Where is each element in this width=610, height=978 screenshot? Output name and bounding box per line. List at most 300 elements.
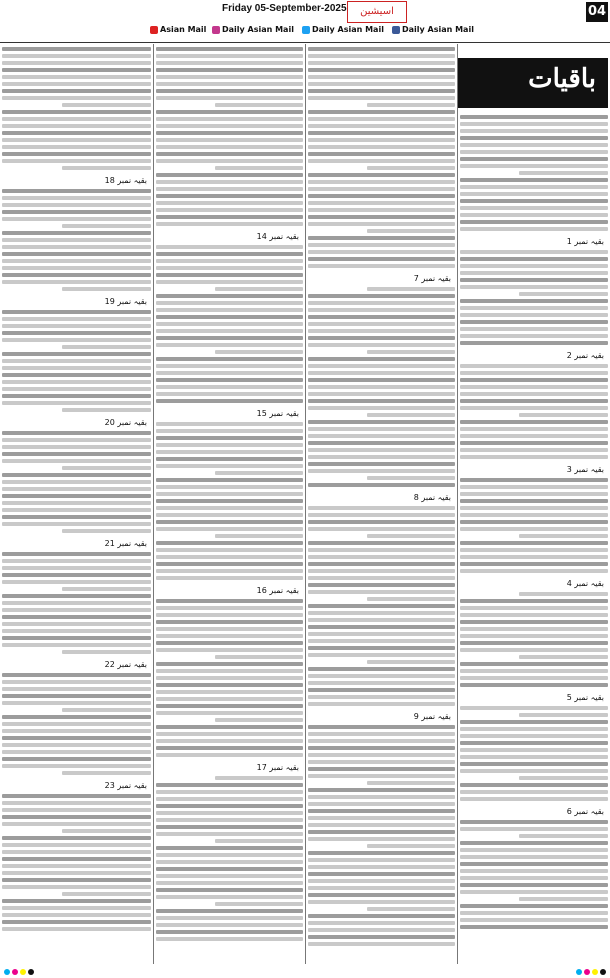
text-line — [460, 129, 608, 133]
text-line — [460, 427, 608, 431]
text-line — [156, 301, 303, 305]
text-line — [156, 704, 303, 708]
text-line — [460, 620, 608, 624]
text-line — [156, 194, 303, 198]
text-line — [308, 124, 455, 128]
text-line — [2, 750, 151, 754]
text-line — [460, 862, 608, 866]
text-line — [460, 271, 608, 275]
text-line — [308, 583, 455, 587]
text-line — [156, 294, 303, 298]
article-column-3 — [156, 44, 303, 964]
text-line — [460, 918, 608, 922]
text-line — [156, 520, 303, 524]
text-line — [460, 683, 608, 687]
text-line — [308, 681, 455, 685]
text-line — [2, 927, 151, 931]
text-line — [156, 443, 303, 447]
text-line — [308, 250, 455, 254]
text-line — [460, 841, 608, 845]
text-line — [156, 648, 303, 652]
text-line — [308, 322, 455, 326]
text-line — [519, 655, 608, 659]
text-line — [2, 131, 151, 135]
text-line — [308, 604, 455, 608]
text-line — [156, 315, 303, 319]
social-facebook[interactable]: Daily Asian Mail — [392, 23, 474, 37]
text-line — [460, 313, 608, 317]
text-line — [308, 201, 455, 205]
text-line — [156, 853, 303, 857]
continuation-subheading: بقیہ نمبر 9 — [413, 712, 451, 721]
text-line — [460, 706, 608, 710]
text-line — [308, 702, 455, 706]
text-line — [2, 196, 151, 200]
text-line — [460, 492, 608, 496]
text-line — [156, 527, 303, 531]
text-line — [215, 534, 303, 538]
text-line — [2, 138, 151, 142]
text-line — [156, 457, 303, 461]
text-line — [308, 935, 455, 939]
text-line — [2, 843, 151, 847]
text-line — [308, 187, 455, 191]
text-line — [2, 331, 151, 335]
text-line — [2, 794, 151, 798]
text-line — [308, 802, 455, 806]
continuation-subheading: بقیہ نمبر 16 — [256, 586, 299, 595]
text-line — [156, 506, 303, 510]
text-line — [2, 808, 151, 812]
text-line — [308, 68, 455, 72]
text-line — [156, 399, 303, 403]
text-line — [62, 103, 151, 107]
text-line — [460, 606, 608, 610]
text-line — [156, 555, 303, 559]
text-line — [156, 385, 303, 389]
text-line — [156, 818, 303, 822]
newspaper-logo: اسیشین — [347, 1, 407, 23]
text-line — [308, 725, 455, 729]
text-line — [2, 508, 151, 512]
text-line — [2, 913, 151, 917]
text-line — [308, 469, 455, 473]
text-line — [62, 587, 151, 591]
text-line — [2, 47, 151, 51]
text-line — [2, 152, 151, 156]
text-line — [308, 513, 455, 517]
continuation-subheading: بقیہ نمبر 22 — [104, 660, 147, 669]
text-line — [62, 466, 151, 470]
text-line — [62, 892, 151, 896]
text-line — [367, 103, 455, 107]
text-line — [308, 483, 455, 487]
text-line — [308, 618, 455, 622]
text-line — [156, 245, 303, 249]
section-title: باقیات — [528, 64, 596, 94]
text-line — [460, 569, 608, 573]
text-line — [460, 341, 608, 345]
text-line — [2, 722, 151, 726]
text-line — [460, 364, 608, 368]
text-line — [308, 180, 455, 184]
text-line — [367, 413, 455, 417]
text-line — [156, 464, 303, 468]
text-line — [460, 227, 608, 231]
text-line — [156, 874, 303, 878]
text-line — [308, 54, 455, 58]
text-line — [308, 329, 455, 333]
text-line — [308, 47, 455, 51]
text-line — [308, 61, 455, 65]
text-line — [2, 573, 151, 577]
text-line — [156, 336, 303, 340]
text-line — [460, 420, 608, 424]
text-line — [156, 280, 303, 284]
text-line — [460, 562, 608, 566]
text-line — [156, 61, 303, 65]
text-line — [2, 189, 151, 193]
text-line — [460, 320, 608, 324]
text-line — [460, 520, 608, 524]
text-line — [156, 937, 303, 941]
text-line — [2, 608, 151, 612]
text-line — [2, 629, 151, 633]
text-line — [2, 431, 151, 435]
text-line — [460, 299, 608, 303]
text-line — [367, 597, 455, 601]
text-line — [156, 669, 303, 673]
text-line — [156, 429, 303, 433]
text-line — [308, 879, 455, 883]
text-line — [156, 725, 303, 729]
text-line — [460, 257, 608, 261]
text-line — [460, 555, 608, 559]
text-line — [460, 848, 608, 852]
section-banner — [458, 58, 608, 108]
text-line — [2, 231, 151, 235]
text-line — [460, 734, 608, 738]
text-line — [460, 499, 608, 503]
text-line — [156, 492, 303, 496]
text-line — [308, 695, 455, 699]
text-line — [308, 653, 455, 657]
text-line — [215, 287, 303, 291]
text-line — [308, 82, 455, 86]
text-line — [308, 420, 455, 424]
text-line — [156, 895, 303, 899]
text-line — [460, 199, 608, 203]
text-line — [308, 96, 455, 100]
text-line — [156, 450, 303, 454]
text-line — [2, 280, 151, 284]
text-line — [308, 611, 455, 615]
text-line — [2, 252, 151, 256]
continuation-subheading: بقیہ نمبر 4 — [566, 579, 604, 588]
text-line — [2, 673, 151, 677]
text-line — [2, 615, 151, 619]
text-line — [519, 534, 608, 538]
text-line — [308, 555, 455, 559]
text-line — [156, 436, 303, 440]
text-line — [156, 790, 303, 794]
text-line — [215, 839, 303, 843]
text-line — [2, 273, 151, 277]
text-line — [367, 229, 455, 233]
text-line — [2, 801, 151, 805]
text-line — [460, 855, 608, 859]
text-line — [215, 655, 303, 659]
text-line — [62, 708, 151, 712]
text-line — [2, 501, 151, 505]
text-line — [308, 632, 455, 636]
text-line — [308, 858, 455, 862]
text-line — [156, 152, 303, 156]
text-line — [460, 178, 608, 182]
text-line — [308, 942, 455, 946]
text-line — [308, 138, 455, 142]
column-rule — [153, 44, 154, 964]
text-line — [460, 192, 608, 196]
text-line — [519, 713, 608, 717]
text-line — [156, 825, 303, 829]
text-line — [460, 122, 608, 126]
text-line — [215, 776, 303, 780]
text-line — [2, 594, 151, 598]
column-rule — [305, 44, 306, 964]
text-line — [156, 422, 303, 426]
text-line — [308, 378, 455, 382]
continuation-subheading: بقیہ نمبر 17 — [256, 763, 299, 772]
text-line — [2, 878, 151, 882]
text-line — [156, 208, 303, 212]
text-line — [2, 687, 151, 691]
text-line — [2, 338, 151, 342]
text-line — [156, 599, 303, 603]
text-line — [308, 928, 455, 932]
text-line — [156, 145, 303, 149]
text-line — [2, 459, 151, 463]
text-line — [156, 96, 303, 100]
text-line — [308, 392, 455, 396]
text-line — [460, 143, 608, 147]
text-line — [460, 185, 608, 189]
text-line — [156, 159, 303, 163]
text-line — [460, 890, 608, 894]
social-instagram[interactable]: Daily Asian Mail — [212, 23, 294, 37]
text-line — [215, 350, 303, 354]
text-line — [2, 487, 151, 491]
text-line — [460, 306, 608, 310]
text-line — [460, 513, 608, 517]
text-line — [308, 264, 455, 268]
text-line — [308, 208, 455, 212]
text-line — [308, 75, 455, 79]
text-line — [460, 720, 608, 724]
text-line — [308, 893, 455, 897]
text-line — [2, 203, 151, 207]
text-line — [519, 171, 608, 175]
text-line — [460, 876, 608, 880]
text-line — [460, 285, 608, 289]
text-line — [460, 506, 608, 510]
text-line — [2, 324, 151, 328]
text-line — [2, 217, 151, 221]
text-line — [308, 308, 455, 312]
text-line — [308, 527, 455, 531]
text-line — [62, 771, 151, 775]
text-line — [156, 711, 303, 715]
text-line — [2, 559, 151, 563]
text-line — [460, 869, 608, 873]
text-line — [156, 201, 303, 205]
text-line — [156, 797, 303, 801]
text-line — [308, 746, 455, 750]
text-line — [460, 762, 608, 766]
text-line — [156, 215, 303, 219]
continuation-subheading: بقیہ نمبر 1 — [566, 237, 604, 246]
text-line — [156, 753, 303, 757]
text-line — [460, 434, 608, 438]
text-line — [308, 732, 455, 736]
text-line — [460, 327, 608, 331]
text-line — [2, 75, 151, 79]
continuation-subheading: بقیہ نمبر 14 — [256, 232, 299, 241]
text-line — [460, 527, 608, 531]
text-line — [460, 385, 608, 389]
text-line — [156, 180, 303, 184]
text-line — [460, 334, 608, 338]
text-line — [156, 322, 303, 326]
text-line — [215, 471, 303, 475]
text-line — [2, 124, 151, 128]
text-line — [62, 224, 151, 228]
text-line — [156, 371, 303, 375]
text-line — [308, 385, 455, 389]
text-line — [156, 613, 303, 617]
text-line — [2, 701, 151, 705]
text-line — [460, 378, 608, 382]
text-line — [2, 815, 151, 819]
text-line — [156, 343, 303, 347]
text-line — [2, 366, 151, 370]
text-line — [460, 662, 608, 666]
text-line — [2, 764, 151, 768]
text-line — [460, 797, 608, 801]
text-line — [308, 541, 455, 545]
text-line — [2, 743, 151, 747]
social-youtube[interactable]: Asian Mail — [150, 23, 206, 37]
text-line — [2, 352, 151, 356]
text-line — [2, 694, 151, 698]
text-line — [2, 522, 151, 526]
text-line — [156, 548, 303, 552]
text-line — [2, 836, 151, 840]
text-line — [2, 715, 151, 719]
text-line — [156, 138, 303, 142]
text-line — [2, 885, 151, 889]
text-line — [156, 513, 303, 517]
text-line — [156, 676, 303, 680]
social-twitter[interactable]: Daily Asian Mail — [302, 23, 384, 37]
text-line — [519, 834, 608, 838]
text-line — [2, 899, 151, 903]
text-line — [308, 795, 455, 799]
text-line — [156, 75, 303, 79]
text-line — [2, 857, 151, 861]
text-line — [2, 359, 151, 363]
text-line — [2, 864, 151, 868]
text-line — [156, 273, 303, 277]
text-line — [62, 345, 151, 349]
text-line — [308, 872, 455, 876]
text-line — [308, 194, 455, 198]
article-column-4 — [2, 44, 151, 964]
text-line — [308, 639, 455, 643]
text-line — [156, 82, 303, 86]
continuation-subheading: بقیہ نمبر 6 — [566, 807, 604, 816]
text-line — [460, 599, 608, 603]
text-line — [156, 606, 303, 610]
text-line — [367, 287, 455, 291]
text-line — [308, 674, 455, 678]
text-line — [308, 117, 455, 121]
text-line — [2, 89, 151, 93]
text-line — [460, 150, 608, 154]
text-line — [156, 783, 303, 787]
text-line — [308, 406, 455, 410]
continuation-subheading: بقیہ نمبر 23 — [104, 781, 147, 790]
text-line — [460, 904, 608, 908]
text-line — [519, 292, 608, 296]
text-line — [2, 452, 151, 456]
text-line — [156, 697, 303, 701]
text-line — [156, 804, 303, 808]
text-line — [308, 462, 455, 466]
text-line — [308, 236, 455, 240]
continuation-subheading: بقیہ نمبر 21 — [104, 539, 147, 548]
text-line — [215, 902, 303, 906]
text-line — [156, 634, 303, 638]
text-line — [156, 478, 303, 482]
text-line — [156, 485, 303, 489]
text-line — [308, 809, 455, 813]
page-header — [0, 0, 610, 43]
text-line — [156, 641, 303, 645]
text-line — [156, 357, 303, 361]
text-line — [460, 613, 608, 617]
text-line — [2, 394, 151, 398]
text-line — [156, 124, 303, 128]
text-line — [308, 767, 455, 771]
text-line — [460, 478, 608, 482]
text-line — [2, 373, 151, 377]
text-line — [460, 641, 608, 645]
text-line — [308, 427, 455, 431]
text-line — [156, 110, 303, 114]
text-line — [308, 816, 455, 820]
text-line — [2, 920, 151, 924]
text-line — [308, 257, 455, 261]
text-line — [156, 846, 303, 850]
text-line — [2, 387, 151, 391]
text-line — [308, 343, 455, 347]
text-line — [156, 54, 303, 58]
text-line — [156, 131, 303, 135]
text-line — [460, 371, 608, 375]
text-line — [460, 783, 608, 787]
text-line — [156, 867, 303, 871]
